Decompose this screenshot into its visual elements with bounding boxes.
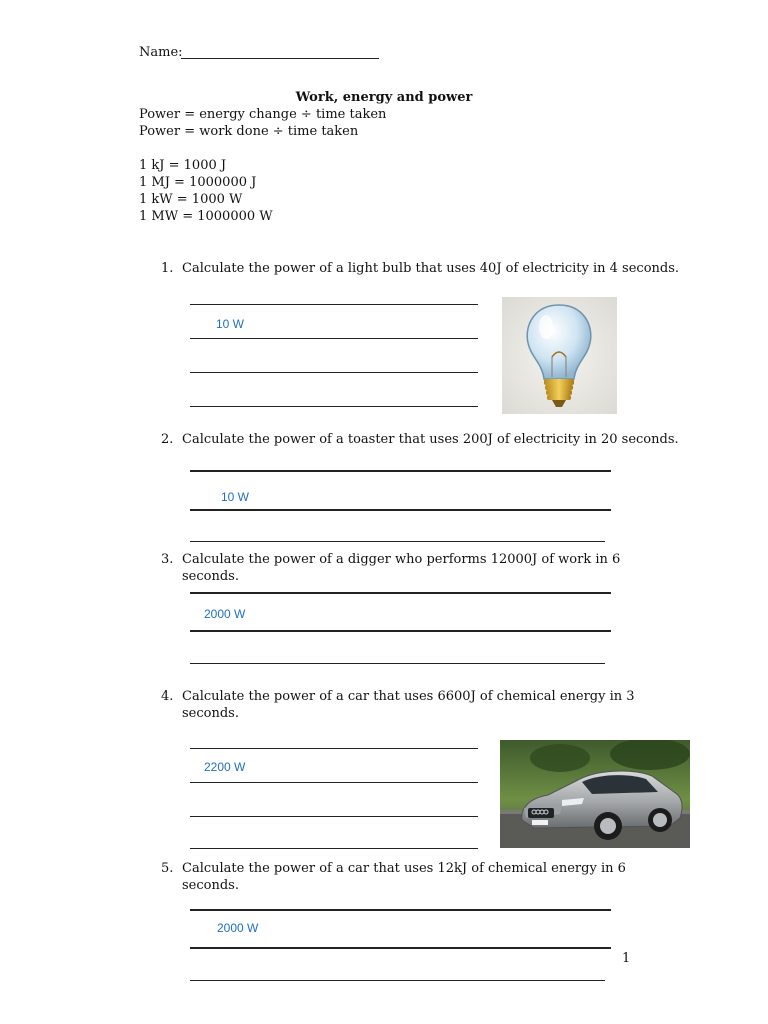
- question-5-text-line-2: seconds.: [182, 878, 239, 893]
- question-5-text-line-1: Calculate the power of a car that uses 12kJ of chemical energy in 6: [182, 861, 626, 876]
- question-4-answer: 2200 W: [204, 760, 246, 774]
- formula-power-energy: Power = energy change ÷ time taken: [139, 107, 387, 122]
- light-bulb-icon: [502, 297, 617, 414]
- answer-line[interactable]: [190, 592, 611, 594]
- question-1-text: Calculate the power of a light bulb that uses 40J of electricity in 4 seconds.: [182, 261, 680, 276]
- answer-line[interactable]: [190, 748, 478, 749]
- conversion-mw: 1 MW = 1000000 W: [139, 209, 273, 224]
- page-title: Work, energy and power: [295, 90, 473, 105]
- question-3-text-line-2: seconds.: [182, 569, 239, 584]
- question-4-text-line-2: seconds.: [182, 706, 239, 721]
- question-1-answer: 10 W: [216, 317, 245, 331]
- formula-power-work: Power = work done ÷ time taken: [139, 124, 359, 139]
- question-2-text: Calculate the power of a toaster that uses 200J of electricity in 20 seconds.: [182, 432, 679, 447]
- page-number: 1: [622, 951, 631, 966]
- conversion-kj: 1 kJ = 1000 J: [139, 158, 227, 173]
- answer-line[interactable]: [190, 406, 478, 407]
- question-4-text-line-1: Calculate the power of a car that uses 6600J of chemical energy in 3: [182, 689, 635, 704]
- answer-line[interactable]: [190, 816, 478, 817]
- answer-line[interactable]: [190, 782, 478, 783]
- conversion-kw: 1 kW = 1000 W: [139, 192, 243, 207]
- name-label: Name:: [139, 45, 183, 60]
- light-bulb-image: [502, 297, 617, 414]
- question-4-number: 4.: [161, 689, 174, 704]
- question-3-answer: 2000 W: [204, 607, 246, 621]
- question-1-number: 1.: [161, 261, 174, 276]
- question-5-number: 5.: [161, 861, 174, 876]
- name-field-line[interactable]: [181, 58, 379, 59]
- question-2-number: 2.: [161, 432, 174, 447]
- question-5-answer: 2000 W: [217, 921, 259, 935]
- answer-line[interactable]: [190, 980, 605, 981]
- answer-line[interactable]: [190, 509, 611, 511]
- question-3-text-line-1: Calculate the power of a digger who performs 12000J of work in 6: [182, 552, 621, 567]
- question-2-answer: 10 W: [221, 490, 250, 504]
- answer-line[interactable]: [190, 663, 605, 664]
- car-icon: [500, 740, 690, 848]
- answer-line[interactable]: [190, 372, 478, 373]
- conversion-mj: 1 MJ = 1000000 J: [139, 175, 257, 190]
- answer-line[interactable]: [190, 338, 478, 339]
- answer-line[interactable]: [190, 909, 611, 911]
- answer-line[interactable]: [190, 470, 611, 472]
- answer-line[interactable]: [190, 541, 605, 542]
- question-3-number: 3.: [161, 552, 174, 567]
- answer-line[interactable]: [190, 304, 478, 305]
- car-image: [500, 740, 690, 848]
- answer-line[interactable]: [190, 630, 611, 632]
- answer-line[interactable]: [190, 947, 611, 949]
- answer-line[interactable]: [190, 848, 478, 849]
